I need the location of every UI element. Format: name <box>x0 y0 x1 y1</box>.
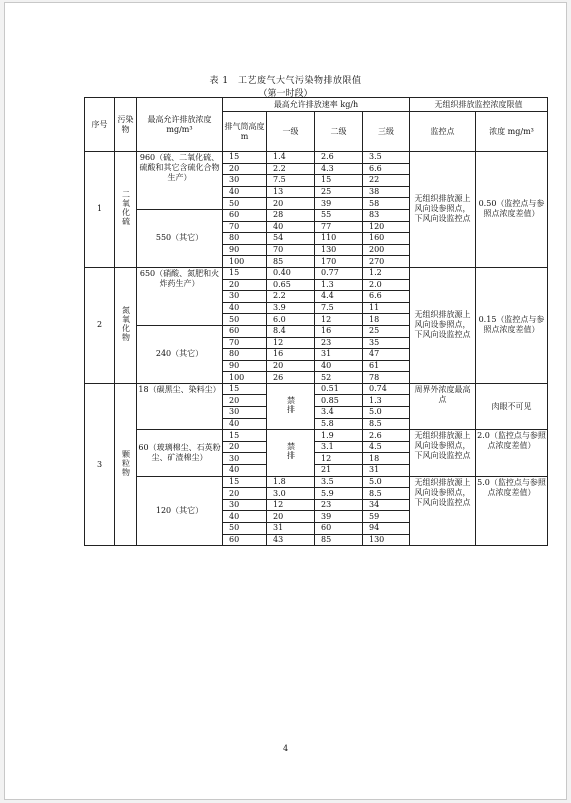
grade1-cell: 13 <box>267 186 315 198</box>
monitor-point: 无组织排放源上风向设参照点，下风向设监控点 <box>410 267 476 383</box>
data-row <box>85 476 548 488</box>
grade2-cell: 85 <box>315 534 363 546</box>
stack-height-cell: 40 <box>223 465 267 477</box>
grade3-cell: 6.6 <box>363 163 410 175</box>
stack-height-cell: 15 <box>223 383 267 395</box>
grade2-cell: 4.3 <box>315 163 363 175</box>
stack-height-cell: 15 <box>223 152 267 164</box>
grade1-cell: 0.40 <box>267 267 315 279</box>
max-concentration: 550（其它） <box>137 209 223 267</box>
stack-height-cell: 20 <box>223 279 267 291</box>
grade2-cell: 5.8 <box>315 418 363 430</box>
pollutant-name: 二氧化硫 <box>115 152 137 268</box>
grade2-cell: 55 <box>315 209 363 221</box>
stack-height-cell: 15 <box>223 267 267 279</box>
table-subtitle: （第一时段） <box>258 89 313 99</box>
max-concentration: 60（玻璃棉尘、石英粉尘、矿渣棉尘） <box>137 430 223 476</box>
max-concentration: 240（其它） <box>137 325 223 383</box>
header-grade2: 二级 <box>315 112 363 152</box>
grade2-cell: 60 <box>315 523 363 535</box>
grade1-cell: 70 <box>267 244 315 256</box>
grade3-cell: 5.0 <box>363 407 410 419</box>
stack-height-cell: 60 <box>223 209 267 221</box>
stack-height-cell: 80 <box>223 233 267 245</box>
header-stack-height: 排气筒高度 m <box>223 112 267 152</box>
stack-height-cell: 40 <box>223 186 267 198</box>
grade1-cell: 20 <box>267 198 315 210</box>
stack-height-cell: 20 <box>223 163 267 175</box>
table-title: 表 1 工艺废气大气污染物排放限值 <box>209 76 362 86</box>
stack-height-cell: 90 <box>223 244 267 256</box>
grade2-cell: 21 <box>315 465 363 477</box>
grade1-cell: 31 <box>267 523 315 535</box>
grade2-cell: 110 <box>315 233 363 245</box>
stack-height-cell: 90 <box>223 360 267 372</box>
grade2-cell: 23 <box>315 499 363 511</box>
grade2-cell: 25 <box>315 186 363 198</box>
grade1-cell: 12 <box>267 337 315 349</box>
grade1-cell: 16 <box>267 349 315 361</box>
data-row <box>85 430 548 442</box>
stack-height-cell: 30 <box>223 407 267 419</box>
header-fugitive-group: 无组织排放监控浓度限值 <box>410 98 548 112</box>
monitor-point: 周界外浓度最高点 <box>410 383 476 429</box>
grade1-cell: 20 <box>267 511 315 523</box>
grade3-cell: 11 <box>363 302 410 314</box>
grade1-cell: 1.4 <box>267 152 315 164</box>
fugitive-concentration: 0.50（监控点与参照点浓度差值） <box>476 152 548 268</box>
grade3-cell: 8.5 <box>363 488 410 500</box>
stack-height-cell: 15 <box>223 430 267 442</box>
header-fugitive-conc: 浓度 mg/m³ <box>476 112 548 152</box>
grade2-cell: 52 <box>315 372 363 384</box>
grade3-cell: 83 <box>363 209 410 221</box>
grade2-cell: 1.3 <box>315 279 363 291</box>
stack-height-cell: 20 <box>223 488 267 500</box>
stack-height-cell: 100 <box>223 372 267 384</box>
grade2-cell: 39 <box>315 198 363 210</box>
grade2-cell: 12 <box>315 453 363 465</box>
grade2-cell: 7.5 <box>315 302 363 314</box>
grade3-cell: 0.74 <box>363 383 410 395</box>
header-row <box>85 98 548 112</box>
data-row <box>85 267 548 279</box>
fugitive-concentration: 2.0（监控点与参照点浓度差值） <box>476 430 548 476</box>
grade2-cell: 3.4 <box>315 407 363 419</box>
emission-limits-table <box>84 97 548 546</box>
grade1-cell: 20 <box>267 360 315 372</box>
grade1-cell: 43 <box>267 534 315 546</box>
stack-height-cell: 80 <box>223 349 267 361</box>
max-concentration: 120（其它） <box>137 476 223 546</box>
section-number: 3 <box>85 383 115 545</box>
banned-cell: 禁排 <box>267 383 315 429</box>
grade1-cell: 2.2 <box>267 291 315 303</box>
grade3-cell: 25 <box>363 325 410 337</box>
monitor-point: 无组织排放源上风向设参照点，下风向设监控点 <box>410 430 476 476</box>
stack-height-cell: 40 <box>223 418 267 430</box>
grade1-cell: 85 <box>267 256 315 268</box>
stack-height-cell: 50 <box>223 314 267 326</box>
grade3-cell: 2.0 <box>363 279 410 291</box>
grade2-cell: 77 <box>315 221 363 233</box>
header-grade3: 三级 <box>363 112 410 152</box>
grade1-cell: 3.9 <box>267 302 315 314</box>
grade1-cell: 12 <box>267 499 315 511</box>
grade1-cell: 54 <box>267 233 315 245</box>
grade1-cell: 6.0 <box>267 314 315 326</box>
grade3-cell: 1.2 <box>363 267 410 279</box>
header-max-conc: 最高允许排放浓度 mg/m³ <box>137 98 223 152</box>
grade3-cell: 160 <box>363 233 410 245</box>
grade3-cell: 61 <box>363 360 410 372</box>
page-number: 4 <box>282 744 289 753</box>
section-number: 2 <box>85 267 115 383</box>
grade2-cell: 0.77 <box>315 267 363 279</box>
grade3-cell: 59 <box>363 511 410 523</box>
header-rate-group: 最高允许排放速率 kg/h <box>223 98 410 112</box>
header-no: 序号 <box>85 98 115 152</box>
stack-height-cell: 70 <box>223 221 267 233</box>
grade3-cell: 18 <box>363 314 410 326</box>
data-row <box>85 152 548 164</box>
grade3-cell: 34 <box>363 499 410 511</box>
grade3-cell: 200 <box>363 244 410 256</box>
stack-height-cell: 60 <box>223 325 267 337</box>
grade3-cell: 5.0 <box>363 476 410 488</box>
grade3-cell: 2.6 <box>363 430 410 442</box>
grade2-cell: 130 <box>315 244 363 256</box>
monitor-point: 无组织排放源上风向设参照点，下风向设监控点 <box>410 476 476 546</box>
grade3-cell: 6.6 <box>363 291 410 303</box>
grade3-cell: 8.5 <box>363 418 410 430</box>
data-row <box>85 383 548 395</box>
grade1-cell: 7.5 <box>267 175 315 187</box>
grade3-cell: 94 <box>363 523 410 535</box>
header-monitor-point: 监控点 <box>410 112 476 152</box>
grade2-cell: 0.85 <box>315 395 363 407</box>
fugitive-concentration: 肉眼不可见 <box>476 383 548 429</box>
grade1-cell: 40 <box>267 221 315 233</box>
grade2-cell: 39 <box>315 511 363 523</box>
header-grade1: 一级 <box>267 112 315 152</box>
pollutant-name: 氮氧化物 <box>115 267 137 383</box>
max-concentration: 18（碳黑尘、染料尘） <box>137 383 223 429</box>
stack-height-cell: 30 <box>223 291 267 303</box>
stack-height-cell: 20 <box>223 441 267 453</box>
grade1-cell: 28 <box>267 209 315 221</box>
grade3-cell: 270 <box>363 256 410 268</box>
grade2-cell: 15 <box>315 175 363 187</box>
stack-height-cell: 50 <box>223 198 267 210</box>
stack-height-cell: 20 <box>223 395 267 407</box>
grade1-cell: 8.4 <box>267 325 315 337</box>
grade2-cell: 170 <box>315 256 363 268</box>
grade3-cell: 22 <box>363 175 410 187</box>
grade2-cell: 23 <box>315 337 363 349</box>
grade2-cell: 5.9 <box>315 488 363 500</box>
grade3-cell: 58 <box>363 198 410 210</box>
grade1-cell: 26 <box>267 372 315 384</box>
grade3-cell: 120 <box>363 221 410 233</box>
max-concentration: 960（硫、二氧化硫、硫酸和其它含硫化合物生产） <box>137 152 223 210</box>
grade3-cell: 3.5 <box>363 152 410 164</box>
grade3-cell: 18 <box>363 453 410 465</box>
grade2-cell: 4.4 <box>315 291 363 303</box>
grade1-cell: 3.0 <box>267 488 315 500</box>
stack-height-cell: 40 <box>223 511 267 523</box>
stack-height-cell: 60 <box>223 534 267 546</box>
grade2-cell: 0.51 <box>315 383 363 395</box>
stack-height-cell: 100 <box>223 256 267 268</box>
grade3-cell: 38 <box>363 186 410 198</box>
stack-height-cell: 30 <box>223 453 267 465</box>
grade3-cell: 31 <box>363 465 410 477</box>
grade2-cell: 3.5 <box>315 476 363 488</box>
grade2-cell: 12 <box>315 314 363 326</box>
fugitive-concentration: 0.15（监控点与参照点浓度差值） <box>476 267 548 383</box>
grade3-cell: 130 <box>363 534 410 546</box>
grade2-cell: 16 <box>315 325 363 337</box>
max-concentration: 650（硝酸、氮肥和火炸药生产） <box>137 267 223 325</box>
grade3-cell: 35 <box>363 337 410 349</box>
grade3-cell: 4.5 <box>363 441 410 453</box>
stack-height-cell: 30 <box>223 175 267 187</box>
grade2-cell: 1.9 <box>315 430 363 442</box>
grade3-cell: 1.3 <box>363 395 410 407</box>
grade2-cell: 31 <box>315 349 363 361</box>
grade2-cell: 3.1 <box>315 441 363 453</box>
grade1-cell: 0.65 <box>267 279 315 291</box>
monitor-point: 无组织排放源上风向设参照点，下风向设监控点 <box>410 152 476 268</box>
banned-cell: 禁排 <box>267 430 315 476</box>
section-number: 1 <box>85 152 115 268</box>
grade2-cell: 2.6 <box>315 152 363 164</box>
pollutant-name: 颗粒物 <box>115 383 137 545</box>
grade3-cell: 47 <box>363 349 410 361</box>
grade1-cell: 1.8 <box>267 476 315 488</box>
stack-height-cell: 30 <box>223 499 267 511</box>
grade3-cell: 78 <box>363 372 410 384</box>
header-pollutant: 污染物 <box>115 98 137 152</box>
grade1-cell: 2.2 <box>267 163 315 175</box>
grade2-cell: 40 <box>315 360 363 372</box>
stack-height-cell: 70 <box>223 337 267 349</box>
stack-height-cell: 40 <box>223 302 267 314</box>
stack-height-cell: 15 <box>223 476 267 488</box>
stack-height-cell: 50 <box>223 523 267 535</box>
fugitive-concentration: 5.0（监控点与参照点浓度差值） <box>476 476 548 546</box>
